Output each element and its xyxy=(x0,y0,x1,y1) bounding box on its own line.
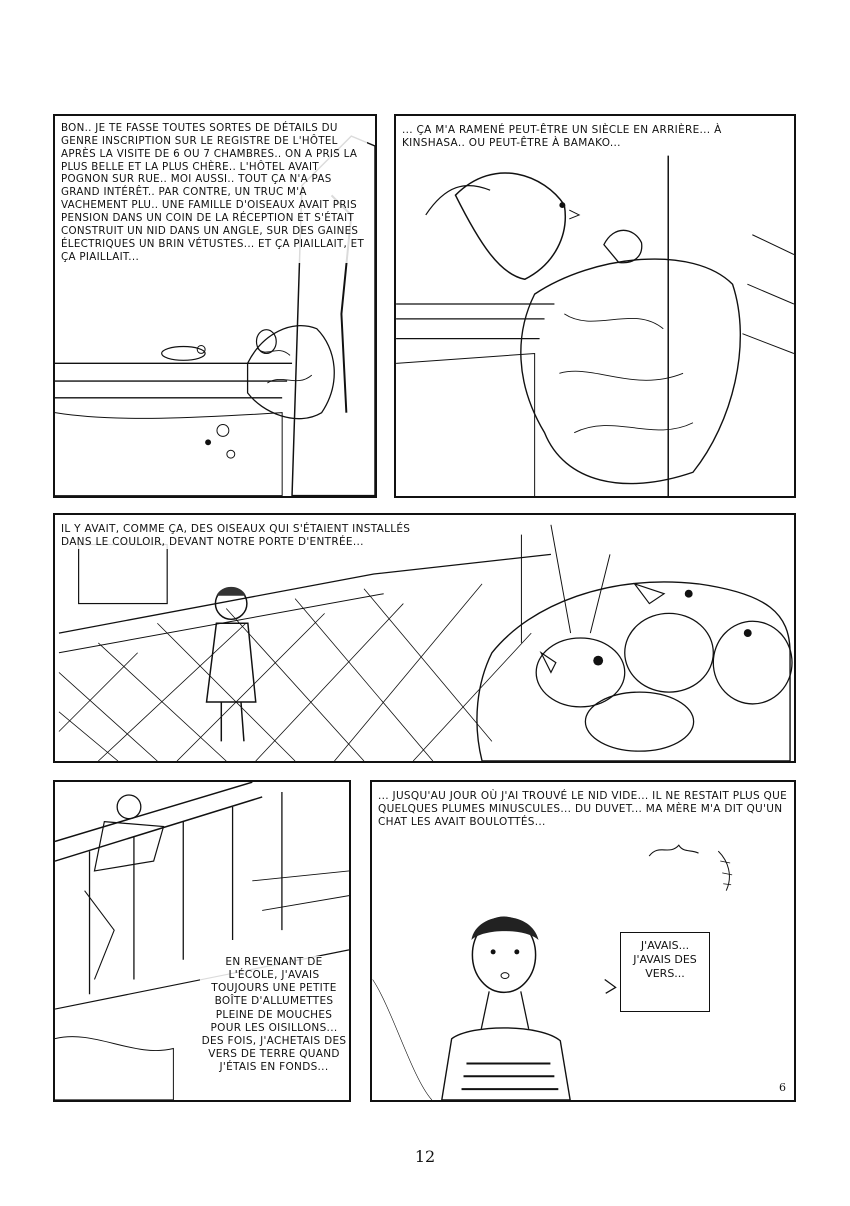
panel-number: 6 xyxy=(779,1081,786,1094)
panel-3 xyxy=(53,513,796,763)
speech-bubble: J'AVAIS... J'AVAIS DES VERS... xyxy=(620,932,710,1012)
boy-figure xyxy=(207,587,256,741)
panel-4-caption: EN REVENANT DE L'ÉCOLE, J'AVAIS TOUJOURS UNE PETITE BOÎTE D'ALLUMETTES PLEINE DE MOUCHES POUR LES OISILLONS... DES FOIS, J'ACHETAIS DES VERS DE TERRE QUAND J'ÉTAIS EN FONDS... xyxy=(201,956,347,1073)
panel-5-art-boy-empty-nest xyxy=(372,782,794,1100)
panel-1 xyxy=(53,114,377,498)
panel-5 xyxy=(370,780,796,1102)
page-number: 12 xyxy=(414,1147,436,1166)
panel-3-art-corridor-birds xyxy=(55,515,794,761)
panel-5-caption: ... JUSQU'AU JOUR OÙ J'AI TROUVÉ LE NID VIDE... IL NE RESTAIT PLUS QUE QUELQUES PLUMES MINUSCULES... DU DUVET... MA MÈRE M'A DIT QU'UN CHAT LES AVAIT BOULOTTÉS... xyxy=(378,790,788,829)
boy-portrait xyxy=(442,917,570,1100)
panel-2-caption: ... ÇA M'A RAMENÉ PEUT-ÊTRE UN SIÈCLE EN ARRIÈRE... À KINSHASA.. OU PEUT-ÊTRE À BAMAKO... xyxy=(402,124,762,150)
panel-2-art-bird-feeding xyxy=(396,116,794,496)
panel-4 xyxy=(53,780,351,1102)
panel-3-caption: IL Y AVAIT, COMME ÇA, DES OISEAUX QUI S'ÉTAIENT INSTALLÉS DANS LE COULOIR, DEVANT NOTRE PORTE D'ENTRÉE... xyxy=(61,523,431,549)
panel-1-caption: BON.. JE TE FASSE TOUTES SORTES DE DÉTAILS DU GENRE INSCRIPTION SUR LE REGISTRE DE L'HÔTEL APRÈS LA VISITE DE 6 OU 7 CHAMBRES.. ON A PRIS LA PLUS BELLE ET LA PLUS CHÈRE.. L'HÔTEL AVAIT POGNON SUR RUE.. MOI AUSSI.. TOUT ÇA N'A PAS GRAND INTÉRÊT.. PAR CONTRE, UN TRUC M'A VACHEMENT PLU.. UNE FAMILLE D'OISEAUX AVAIT PRIS PENSION DANS UN COIN DE LA RÉCEPTION ET S'ÉTAIT CONSTRUIT UN NID DANS UN ANGLE, SUR DES GAINES ÉLECTRIQUES UN BRIN VÉTUSTES... ET ÇA PIAILLAIT, ET ÇA PIAILLAIT... xyxy=(61,122,367,263)
panel-2 xyxy=(394,114,796,498)
